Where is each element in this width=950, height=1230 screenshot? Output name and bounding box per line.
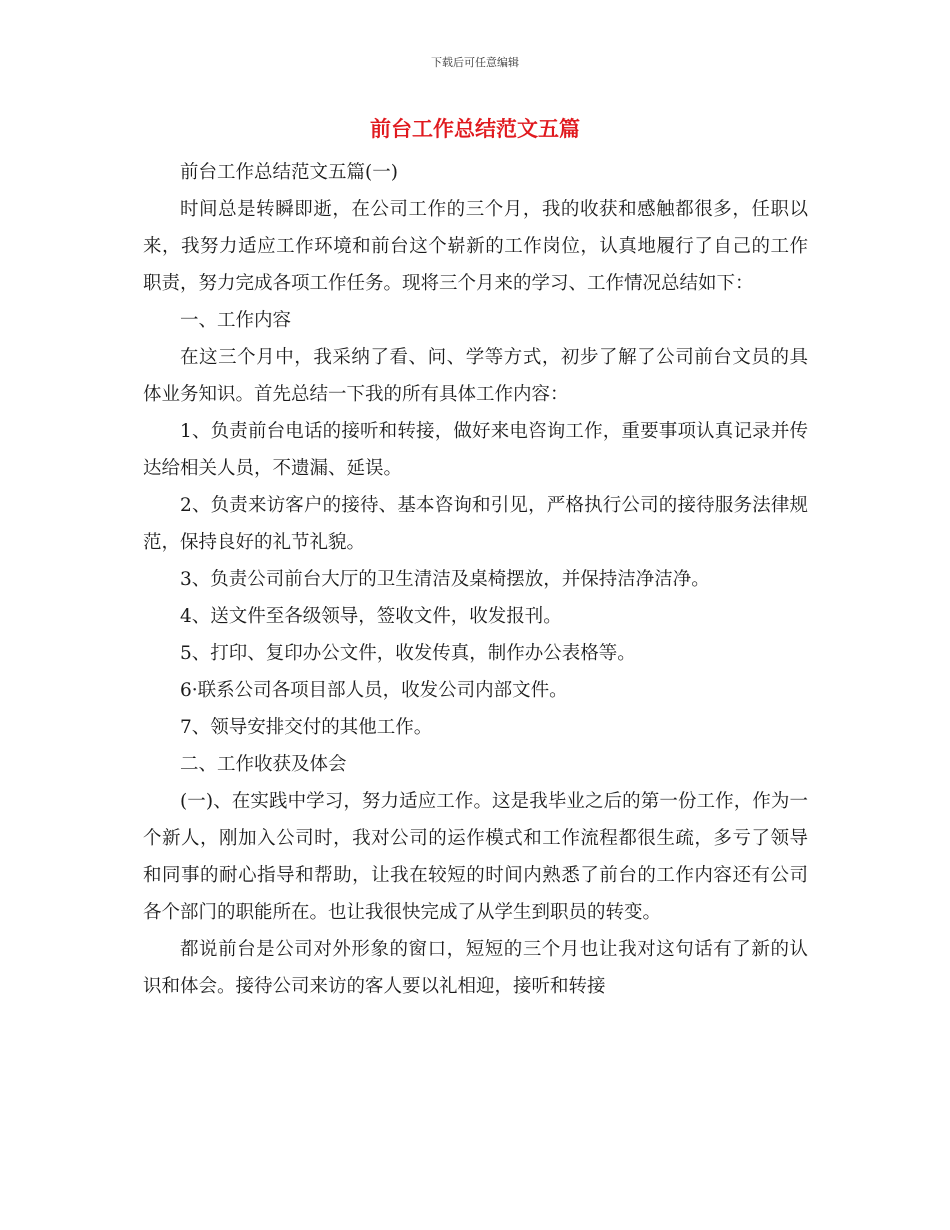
paragraph: 前台工作总结范文五篇(一) (180, 162, 398, 183)
section-heading: 二、工作收获及体会 (180, 754, 347, 775)
document-body (143, 154, 808, 1005)
list-item: 5、打印、复印办公文件，收发传真，制作办公表格等。 (180, 643, 636, 664)
paragraph: 时间总是转瞬即逝，在公司工作的三个月，我的收获和感触都很多，任职以来，我努力适应工作环境和前台这个崭新的工作岗位，认真地履行了自己的工作职责，努力完成各项工作任务。现将三个月来的学习、工作情况总结如下： (143, 199, 808, 294)
list-item: 2、负责来访客户的接待、基本咨询和引见，严格执行公司的接待服务法律规范，保持良好的礼节礼貌。 (143, 495, 808, 553)
list-item: 6·联系公司各项目部人员，收发公司内部文件。 (180, 680, 568, 701)
list-item: 3、负责公司前台大厅的卫生清洁及桌椅摆放，并保持洁净洁净。 (180, 569, 710, 590)
document-title: 前台工作总结范文五篇 (370, 117, 580, 141)
list-item: 1、负责前台电话的接听和转接，做好来电咨询工作，重要事项认真记录并传达给相关人员，不遗漏、延误。 (143, 421, 808, 479)
paragraph: 在这三个月中，我采纳了看、问、学等方式，初步了解了公司前台文员的具体业务知识。首先总结一下我的所有具体工作内容： (143, 347, 808, 405)
header-note: 下载后可任意编辑 (431, 56, 519, 69)
list-item: 4、送文件至各级领导，签收文件，收发报刊。 (180, 606, 562, 627)
paragraph: 都说前台是公司对外形象的窗口，短短的三个月也让我对这句话有了新的认识和体会。接待公司来访的客人要以礼相迎，接听和转接 (143, 939, 808, 997)
list-item: 7、领导安排交付的其他工作。 (180, 717, 433, 738)
section-heading: 一、工作内容 (180, 310, 292, 331)
paragraph: (一)、在实践中学习，努力适应工作。这是我毕业之后的第一份工作，作为一个新人，刚加入公司时，我对公司的运作模式和工作流程都很生疏，多亏了领导和同事的耐心指导和帮助，让我在较短的时间内熟悉了前台的工作内容还有公司各个部门的职能所在。也让我很快完成了从学生到职员的转变。 (143, 791, 808, 923)
